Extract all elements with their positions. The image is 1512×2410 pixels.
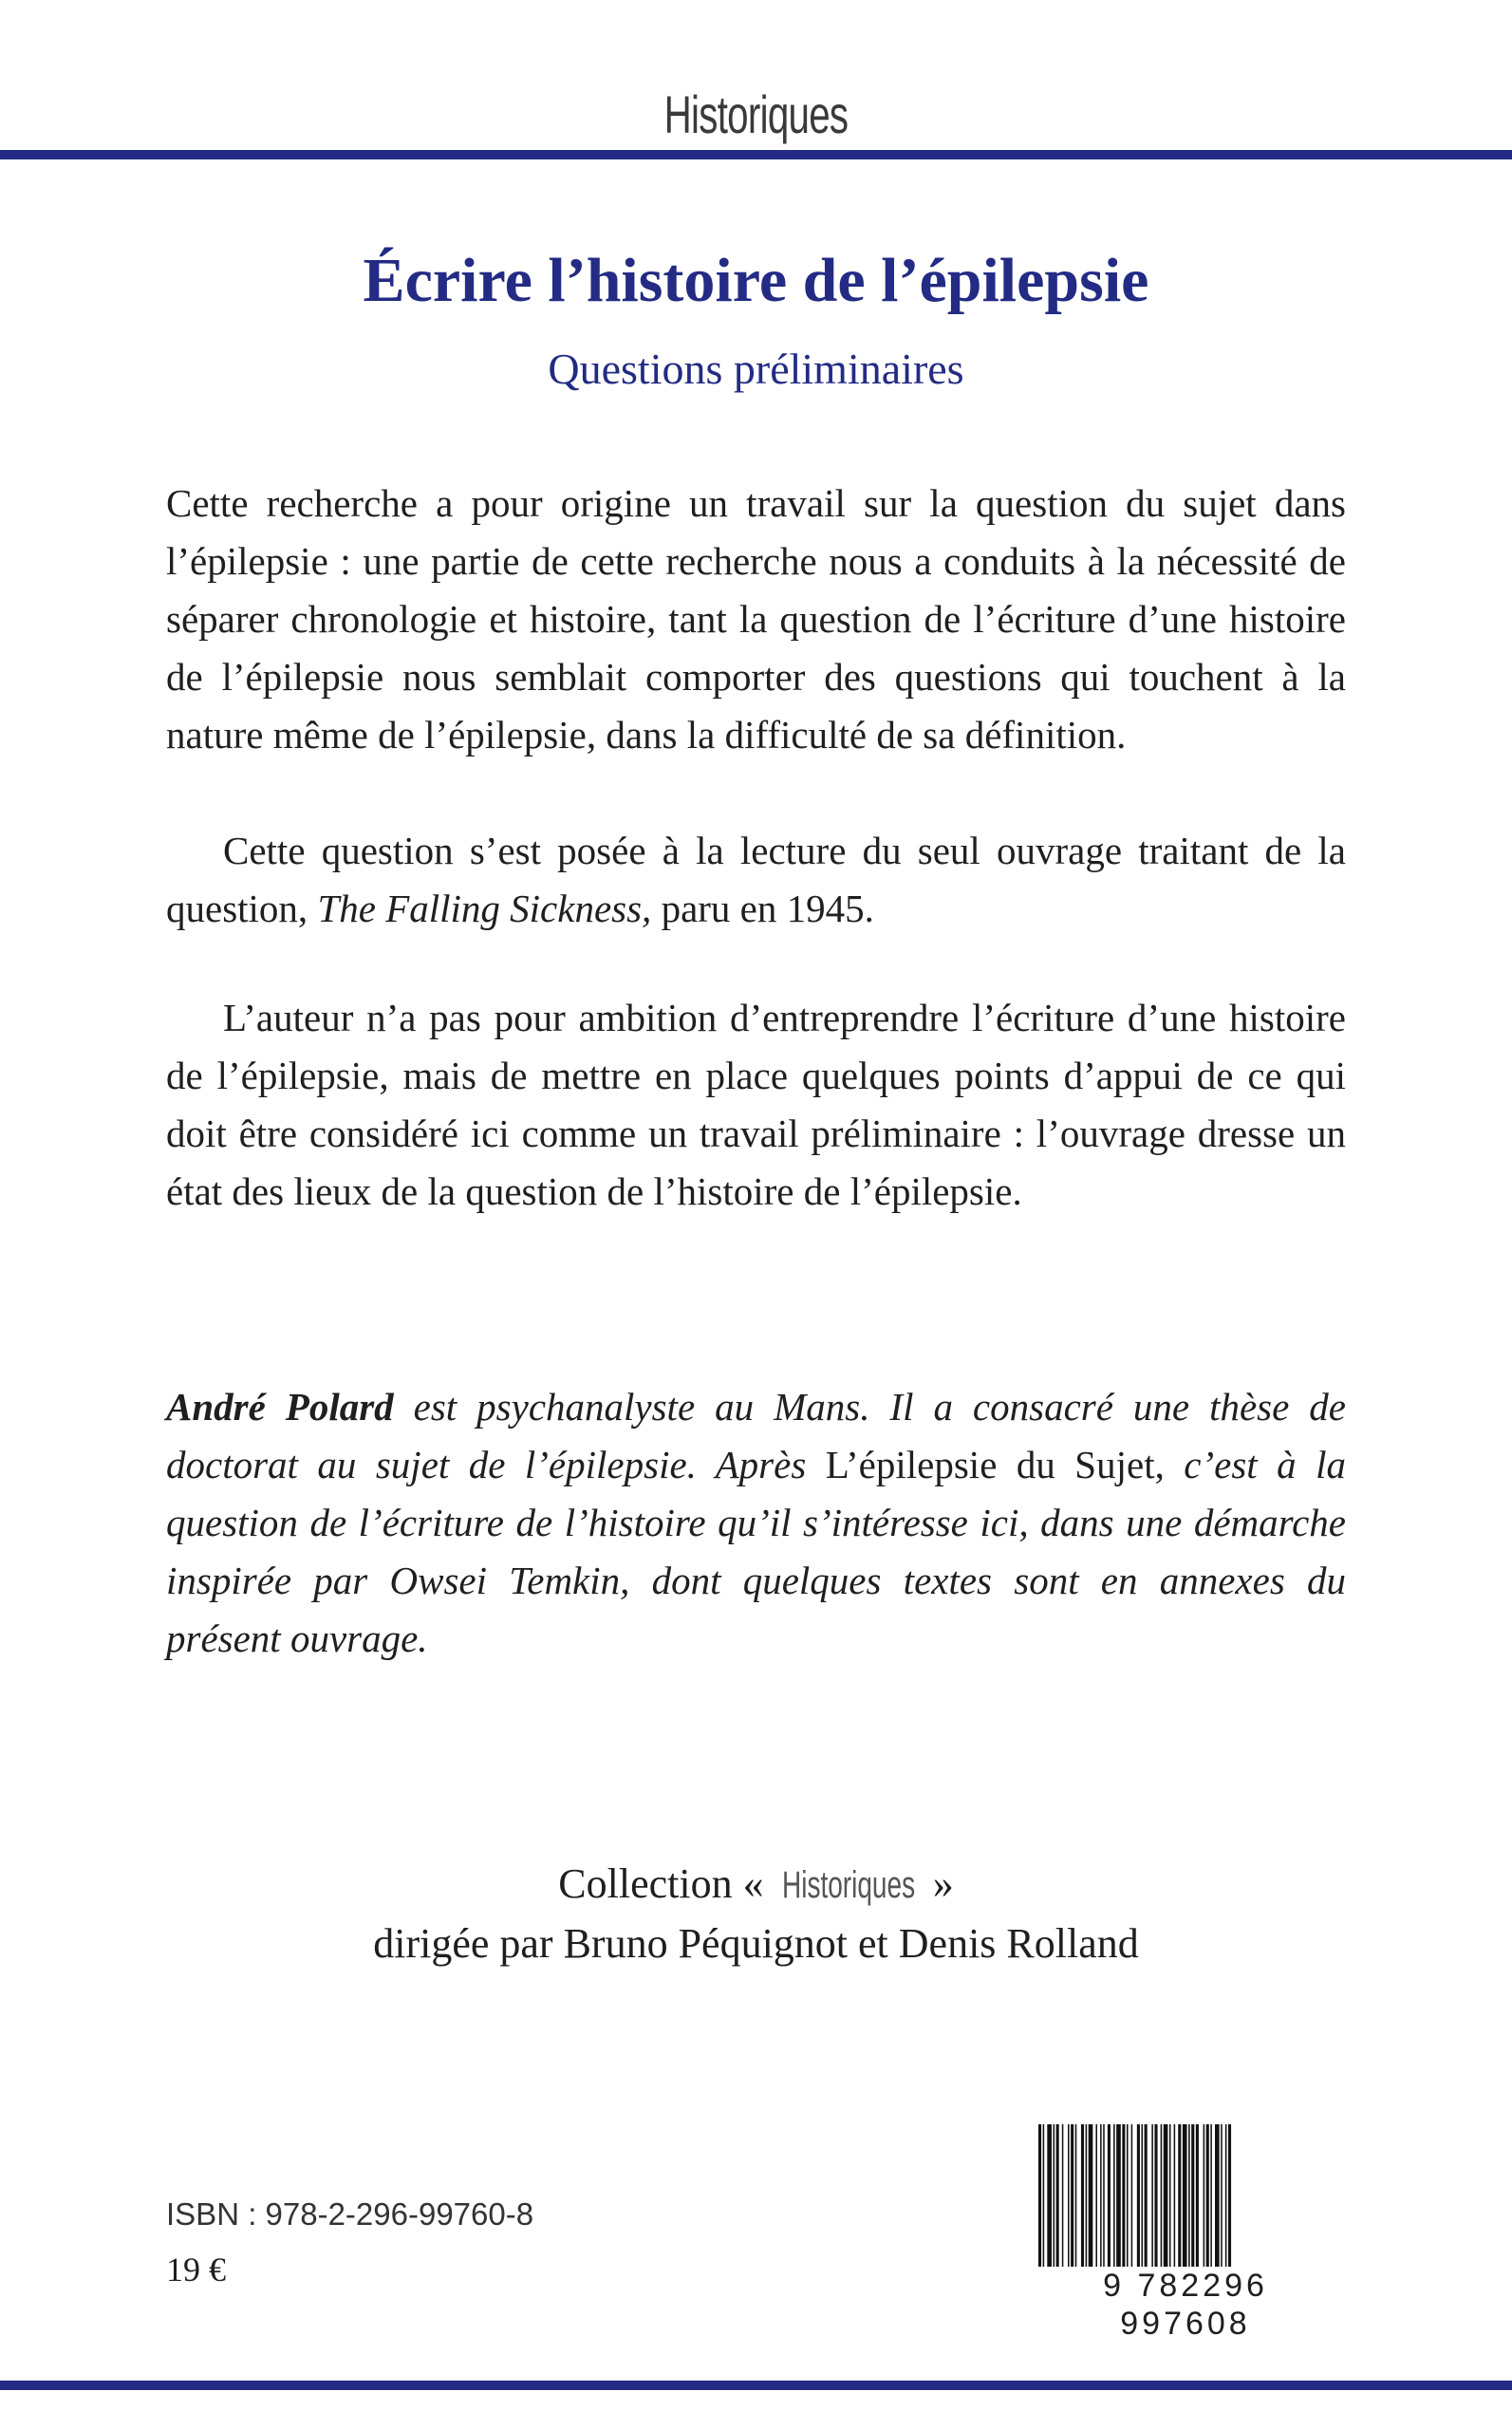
cited-book-title: The Falling Sickness,	[317, 887, 652, 930]
barcode-bar	[1075, 2124, 1077, 2267]
barcode-bar	[1113, 2124, 1115, 2267]
book-title: Écrire l’histoire de l’épilepsie	[363, 246, 1149, 315]
barcode-bar	[1127, 2124, 1129, 2267]
blurb-paragraph-2-start: Cette question s’est posée à la lecture du seul ouvrage traitant de la question,	[166, 829, 1346, 930]
author-bio-part-1: est psychanalyste au Mans. Il a consacré une thèse de doctorat au sujet de l’épilepsie. Après	[166, 1385, 1346, 1486]
barcode-bar	[1054, 2124, 1055, 2267]
barcode-bar	[1210, 2124, 1212, 2267]
isbn-label: ISBN : 978-2-296-99760-8	[166, 2196, 534, 2232]
series-name-header: Historiques	[663, 84, 849, 144]
barcode-bar	[1043, 2124, 1045, 2267]
barcode-bar	[1142, 2124, 1144, 2267]
barcode-bar	[1161, 2124, 1163, 2267]
barcode-bar	[1145, 2124, 1148, 2267]
bottom-divider	[0, 2381, 1512, 2390]
barcode-bar	[1191, 2124, 1194, 2267]
barcode-bar	[1095, 2124, 1097, 2267]
barcode-bar	[1164, 2124, 1168, 2267]
barcode-bar	[1122, 2124, 1125, 2267]
barcode-bar	[1206, 2124, 1209, 2267]
barcode-bar	[1103, 2124, 1105, 2267]
barcode-bar	[1100, 2124, 1102, 2267]
barcode-bar	[1108, 2124, 1111, 2267]
blurb-paragraph-2-end: paru en 1945.	[651, 887, 874, 930]
barcode-bar	[1183, 2124, 1187, 2267]
barcode-bar	[1215, 2124, 1220, 2267]
barcode-bar	[1056, 2124, 1059, 2267]
author-bio	[166, 1378, 1346, 1668]
barcode-bar	[1081, 2124, 1084, 2267]
barcode-bar	[1225, 2124, 1227, 2267]
collection-prefix: Collection «	[558, 1860, 764, 1907]
previous-book-title: L’épilepsie du Sujet,	[825, 1443, 1165, 1486]
blurb-paragraph-2	[166, 822, 1346, 938]
barcode-bar	[1204, 2124, 1205, 2267]
barcode-bar	[1174, 2124, 1176, 2267]
book-subtitle: Questions préliminaires	[548, 345, 964, 393]
top-divider	[0, 150, 1512, 159]
collection-line	[0, 1855, 1512, 1915]
barcode-bar	[1038, 2124, 1041, 2267]
barcode-bar	[1062, 2124, 1064, 2267]
barcode-bar	[1228, 2124, 1231, 2267]
author-bio-part-2: c’est à la question de l’écriture de l’histoire qu’il s’intéresse ici, dans une démarche inspirée par Owsei Temkin, dont quelques textes sont en annexes du présent ouvrage.	[166, 1443, 1346, 1660]
barcode-bar	[1196, 2124, 1199, 2267]
barcode-bar	[1068, 2124, 1070, 2267]
barcode-bar	[1221, 2124, 1223, 2267]
barcode-bar	[1116, 2124, 1121, 2267]
barcode-bar	[1178, 2124, 1181, 2267]
barcode-bar	[1086, 2124, 1088, 2267]
blurb-paragraph-1: Cette recherche a pour origine un travail sur la question du sujet dans l’épilepsie : une partie de cette recherche nous a conduits à la nécessité de séparer chronologie et histoire, tant la question de l’écriture d’une histoire de l’épilepsie nous semblait comporter des questions qui touchent à la nature même de l’épilepsie, dans la difficulté de sa définition.	[166, 481, 1346, 757]
barcode-bar	[1188, 2124, 1190, 2267]
collection-info	[0, 1855, 1512, 1973]
price-label: 19 €	[166, 2251, 226, 2289]
barcode-bar	[1071, 2124, 1073, 2267]
collection-suffix: »	[932, 1860, 954, 1907]
blurb-paragraph-3: L’auteur n’a pas pour ambition d’entreprendre l’écriture d’une histoire de l’épilepsie, mais de mettre en place quelques points d’appui de ce qui doit être considéré ici comme un travail préliminaire : l’ouvrage dresse un état des lieux de la question de l’histoire de l’épilepsie.	[166, 996, 1346, 1213]
barcode-bar	[1154, 2124, 1157, 2267]
collection-directors: dirigée par Bruno Péquignot et Denis Rolland	[373, 1920, 1139, 1967]
barcode-bar	[1137, 2124, 1140, 2267]
barcode-bar	[1131, 2124, 1133, 2267]
barcode-bar	[1169, 2124, 1171, 2267]
barcode-bar	[1089, 2124, 1093, 2267]
barcode-bar	[1151, 2124, 1153, 2267]
author-name: André Polard	[166, 1385, 394, 1429]
barcode-digits: 9 782296 997608	[1035, 2267, 1336, 2343]
collection-name: Historiques	[781, 1864, 915, 1906]
barcode-bar	[1047, 2124, 1052, 2267]
